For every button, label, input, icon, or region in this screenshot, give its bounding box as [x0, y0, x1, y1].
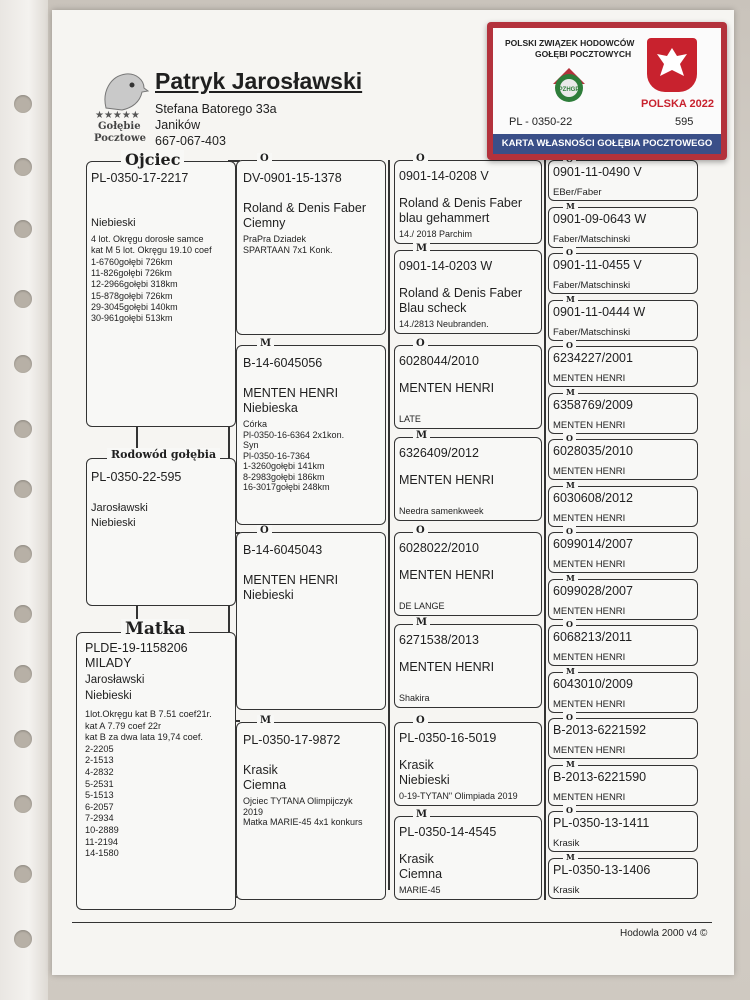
ancestor-breeder: Krasik — [399, 852, 434, 866]
mother-note: 14-1580 — [85, 848, 119, 859]
binder-strip — [0, 0, 48, 1000]
gg-ancestor-ring: PL-0350-13-1411 — [553, 816, 650, 830]
grandparent-note: 16-3017gołębi 248km — [243, 482, 330, 492]
gg-ancestor-ring: 0901-11-0490 V — [553, 165, 642, 179]
grandparent-note: Matka MARIE-45 4x1 konkurs — [243, 817, 363, 827]
grandparent-color: Ciemna — [243, 778, 287, 792]
ancestor-ring: 0901-14-0203 W — [399, 259, 493, 273]
card-line1: POLSKI ZWIĄZEK HODOWCÓW — [505, 38, 635, 48]
ancestor-box — [394, 430, 542, 521]
grandparent-box — [236, 715, 386, 900]
mother-ring: PLDE-19-1158206 — [85, 641, 188, 655]
ancestor-color: Ciemna — [399, 867, 443, 881]
logo-stars: ★★★★★ — [95, 110, 140, 121]
gg-ancestor-breeder: MENTEN HENRI — [553, 745, 626, 756]
ancestor-box — [394, 617, 542, 708]
mother-note: 11-2194 — [85, 836, 119, 847]
mother-note: 1lot.Okręgu kat B 7.51 coef21r. — [85, 709, 212, 719]
ancestor-color: blau gehammert — [399, 211, 490, 225]
ancestor-note: 14./ 2018 Parchim — [399, 229, 473, 239]
dam-marker: M — [413, 430, 430, 441]
grandparent-breeder: Roland & Denis Faber — [243, 201, 366, 215]
eagle-emblem-icon — [647, 38, 697, 92]
ancestor-note: 14./2813 Neubranden. — [399, 319, 489, 329]
ancestor-box — [394, 338, 542, 429]
gg-ancestor-breeder: MENTEN HENRI — [553, 605, 626, 617]
father-label: Ojciec — [121, 150, 184, 169]
gg-ancestor-box — [548, 572, 698, 620]
ancestor-breeder: MENTEN HENRI — [399, 473, 495, 487]
ancestor-breeder: MENTEN HENRI — [399, 660, 495, 674]
gg-ancestor-box — [548, 619, 698, 666]
dam-marker: M — [563, 852, 578, 862]
ownership-card — [487, 22, 727, 160]
gg-ancestor-box — [548, 805, 698, 852]
footer-rule — [72, 922, 712, 923]
mother-note: 5-2531 — [85, 778, 114, 789]
gg-ancestor-breeder: MENTEN HENRI — [553, 559, 626, 570]
gg-ancestor-ring: B-2013-6221590 — [553, 769, 647, 784]
father-note: kat M 5 lot. Okręgu 19.10 coef — [91, 245, 212, 256]
gg-ancestor-ring: 0901-11-0455 V — [553, 258, 642, 272]
sire-marker: O — [413, 153, 428, 164]
card-bar: KARTA WŁASNOŚCI GOŁĘBIA POCZTOWEGO — [493, 134, 721, 154]
gg-ancestor-breeder: Krasik — [553, 884, 580, 896]
gg-ancestor-breeder: MENTEN HENRI — [553, 419, 626, 431]
grandparent-box — [236, 525, 386, 710]
ancestor-color: Niebieski — [399, 773, 450, 787]
ancestor-note: DE LANGE — [399, 601, 445, 611]
dam-marker: M — [413, 617, 430, 628]
gg-ancestor-box — [548, 247, 698, 294]
grandparent-color: Niebieska — [243, 401, 298, 415]
mother-note: 4-2832 — [85, 767, 114, 777]
logo-line2: Pocztowe — [94, 133, 146, 144]
footer-text: Hodowla 2000 v4 © — [620, 928, 708, 939]
gg-ancestor-breeder: MENTEN HENRI — [553, 512, 626, 524]
grandparent-breeder: Krasik — [243, 763, 278, 777]
grandparent-box — [236, 153, 386, 335]
grandparent-note: 8-2983gołębi 186km — [243, 471, 325, 482]
gg-ancestor-ring: 6043010/2009 — [553, 676, 633, 691]
mother-name: MILADY — [85, 656, 132, 670]
gg-ancestor-breeder: MENTEN HENRI — [553, 791, 626, 803]
gg-ancestor-ring: B-2013-6221592 — [553, 723, 647, 737]
father-note: 11-826gołębi 726km — [91, 267, 172, 278]
father-note: 12-2966gołębi 318km — [91, 279, 178, 290]
ancestor-ring: 6028022/2010 — [399, 541, 479, 555]
mother-box — [76, 619, 236, 910]
gg-ancestor-box — [548, 526, 698, 573]
gg-ancestor-box — [548, 758, 698, 806]
gg-ancestor-box — [548, 712, 698, 759]
sire-marker: O — [563, 619, 576, 629]
father-note: 15-878gołębi 726km — [91, 290, 173, 301]
ancestor-breeder: MENTEN HENRI — [399, 568, 495, 582]
father-note: 29-3045gołębi 140km — [91, 301, 178, 312]
ancestor-box — [394, 809, 542, 900]
dam-marker: M — [257, 338, 274, 349]
ancestor-ring: 6271538/2013 — [399, 633, 479, 647]
gg-ancestor-ring: 6068213/2011 — [553, 630, 633, 644]
mother-note: kat A 7.79 coef 22r — [85, 720, 162, 731]
gg-ancestor-box — [548, 386, 698, 434]
subject-color: Niebieski — [91, 517, 136, 529]
ancestor-ring: 6326409/2012 — [399, 446, 479, 460]
sire-marker: O — [413, 338, 428, 349]
gg-ancestor-ring: 6030608/2012 — [553, 490, 633, 505]
ancestor-ring: PL-0350-14-4545 — [399, 825, 497, 839]
ancestor-ring: PL-0350-16-5019 — [399, 731, 497, 745]
mother-note: 6-2057 — [85, 801, 114, 812]
grandparent-color: Ciemny — [243, 216, 286, 230]
mother-note: 2-1513 — [85, 755, 114, 766]
grandparent-note: Syn — [243, 440, 259, 450]
owner-city: Janików — [155, 118, 201, 132]
sire-marker: O — [563, 247, 576, 257]
father-ring: PL-0350-17-2217 — [91, 171, 189, 185]
sire-marker: O — [563, 526, 576, 536]
gg-ancestor-breeder: MENTEN HENRI — [553, 698, 626, 710]
mother-note: 2-2205 — [85, 743, 114, 754]
ancestor-note: 0-19-TYTAN" Olimpiada 2019 — [399, 791, 518, 801]
gg-ancestor-ring: PL-0350-13-1406 — [553, 862, 651, 877]
card-ring: PL - 0350-22 — [509, 116, 573, 128]
father-note: 4 lot. Okręgu dorosłe samce — [91, 234, 204, 244]
owner-name: Patryk Jarosławski — [155, 68, 363, 94]
ancestor-box — [394, 243, 542, 334]
sire-marker: O — [257, 153, 272, 164]
gg-ancestor-box — [548, 200, 698, 248]
pigeon-head-icon — [96, 68, 150, 114]
sire-marker: O — [563, 433, 576, 443]
ancestor-note: Needra samenkweek — [399, 506, 484, 516]
ancestor-note: LATE — [399, 414, 421, 424]
mother-note: 10-2889 — [85, 825, 119, 835]
sire-marker: O — [413, 525, 428, 536]
grandparent-note: Pl-0350-16-6364 2x1kon. — [243, 429, 345, 440]
gg-ancestor-breeder: EBer/Faber — [553, 187, 602, 198]
gg-ancestor-ring: 0901-09-0643 W — [553, 211, 647, 226]
subject-breeder: Jarosławski — [91, 502, 148, 514]
grandparent-ring: B-14-6045043 — [243, 543, 323, 557]
gg-ancestor-ring: 6358769/2009 — [553, 397, 633, 412]
gg-ancestor-breeder: MENTEN HENRI — [553, 652, 626, 663]
dam-marker: M — [563, 480, 578, 490]
grandparent-box — [236, 338, 386, 525]
grandparent-note: SPARTAAN 7x1 Konk. — [243, 244, 333, 255]
gg-ancestor-breeder: MENTEN HENRI — [553, 373, 626, 384]
pzhgp-logo-icon — [547, 62, 591, 106]
dam-marker: M — [563, 759, 578, 769]
card-number: 595 — [675, 116, 694, 128]
ancestor-breeder: Roland & Denis Faber — [399, 196, 522, 210]
dam-marker: M — [413, 809, 430, 820]
gg-ancestor-box — [548, 851, 698, 899]
ancestor-breeder: MENTEN HENRI — [399, 381, 495, 395]
grandparent-note: Córka — [243, 419, 268, 429]
gg-ancestor-box — [548, 433, 698, 480]
gg-ancestor-breeder: Faber/Matschinski — [553, 280, 631, 291]
gg-ancestor-ring: 6099014/2007 — [553, 537, 633, 551]
father-color: Niebieski — [91, 217, 136, 229]
subject-ring: PL-0350-22-595 — [91, 470, 182, 484]
subject-box — [86, 448, 236, 606]
ancestor-ring: 6028044/2010 — [399, 354, 479, 368]
ancestor-note: Shakira — [399, 693, 430, 703]
mother-breeder: Jarosławski — [85, 674, 145, 686]
sire-marker: O — [563, 805, 576, 815]
grandparent-breeder: MENTEN HENRI — [243, 573, 339, 587]
dam-marker: M — [413, 243, 430, 254]
mother-note: kat B za dwa lata 19,74 coef. — [85, 732, 203, 743]
gg-ancestor-box — [548, 340, 698, 387]
dam-marker: M — [563, 201, 578, 211]
mother-note: 5-1513 — [85, 790, 114, 801]
grandparent-ring: B-14-6045056 — [243, 356, 323, 370]
gg-ancestor-ring: 0901-11-0444 W — [553, 304, 646, 319]
dam-marker: M — [563, 387, 578, 397]
gg-ancestor-breeder: MENTEN HENRI — [553, 466, 626, 477]
gg-ancestor-breeder: Faber/Matschinski — [553, 233, 631, 245]
ancestor-box — [394, 525, 542, 616]
father-note: 1-6760gołębi 726km — [91, 256, 173, 267]
sire-marker: O — [257, 525, 272, 536]
gg-ancestor-breeder: Krasik — [553, 838, 580, 849]
mother-label: Matka — [121, 619, 189, 639]
ancestor-color: Blau scheck — [399, 301, 467, 315]
father-box — [86, 150, 236, 427]
logo-line1: Gołębie — [98, 121, 141, 132]
sire-marker: O — [563, 340, 576, 350]
ancestor-breeder: Roland & Denis Faber — [399, 286, 522, 300]
grandparent-breeder: MENTEN HENRI — [243, 386, 339, 400]
father-note: 30-961gołębi 513km — [91, 313, 173, 324]
ancestor-breeder: Krasik — [399, 758, 434, 772]
ancestor-note: MARIE-45 — [399, 885, 441, 895]
ancestor-box — [394, 153, 542, 244]
grandparent-note: 2019 — [243, 806, 264, 817]
card-country: POLSKA 2022 — [641, 98, 714, 110]
grandparent-note: Ojciec TYTANA Olimpijczyk — [243, 796, 353, 806]
grandparent-note: Pl-0350-16-7364 — [243, 450, 311, 461]
owner-street: Stefana Batorego 33a — [155, 102, 277, 116]
ancestor-box — [394, 715, 542, 806]
sire-marker: O — [563, 712, 576, 722]
gg-ancestor-ring: 6028035/2010 — [553, 444, 633, 458]
mother-color: Niebieski — [85, 690, 132, 702]
gg-ancestor-box — [548, 293, 698, 341]
grandparent-note: 1-3260gołębi 141km — [243, 461, 325, 471]
dam-marker: M — [563, 666, 578, 676]
gg-ancestor-box — [548, 479, 698, 527]
pzhgp-text: PZHGP — [558, 87, 580, 93]
gg-ancestor-ring: 6234227/2001 — [553, 351, 633, 365]
owner-phone: 667-067-403 — [155, 134, 226, 148]
gg-ancestor-ring: 6099028/2007 — [553, 583, 633, 598]
grandparent-note: PraPra Dziadek — [243, 234, 307, 244]
dam-marker: M — [257, 715, 274, 726]
sire-marker: O — [413, 715, 428, 726]
grandparent-color: Niebieski — [243, 588, 294, 602]
ancestor-ring: 0901-14-0208 V — [399, 169, 489, 183]
gg-ancestor-breeder: Faber/Matschinski — [553, 326, 631, 338]
gg-ancestor-box — [548, 160, 698, 201]
pedigree-label: Rodowód gołębia — [107, 448, 220, 461]
card-line2: GOŁĘBI POCZTOWYCH — [535, 49, 632, 59]
grandparent-ring: DV-0901-15-1378 — [243, 171, 342, 185]
dam-marker: M — [563, 294, 578, 304]
grandparent-ring: PL-0350-17-9872 — [243, 733, 341, 747]
dam-marker: M — [563, 573, 578, 583]
gg-ancestor-box — [548, 665, 698, 713]
mother-note: 7-2934 — [85, 813, 114, 824]
